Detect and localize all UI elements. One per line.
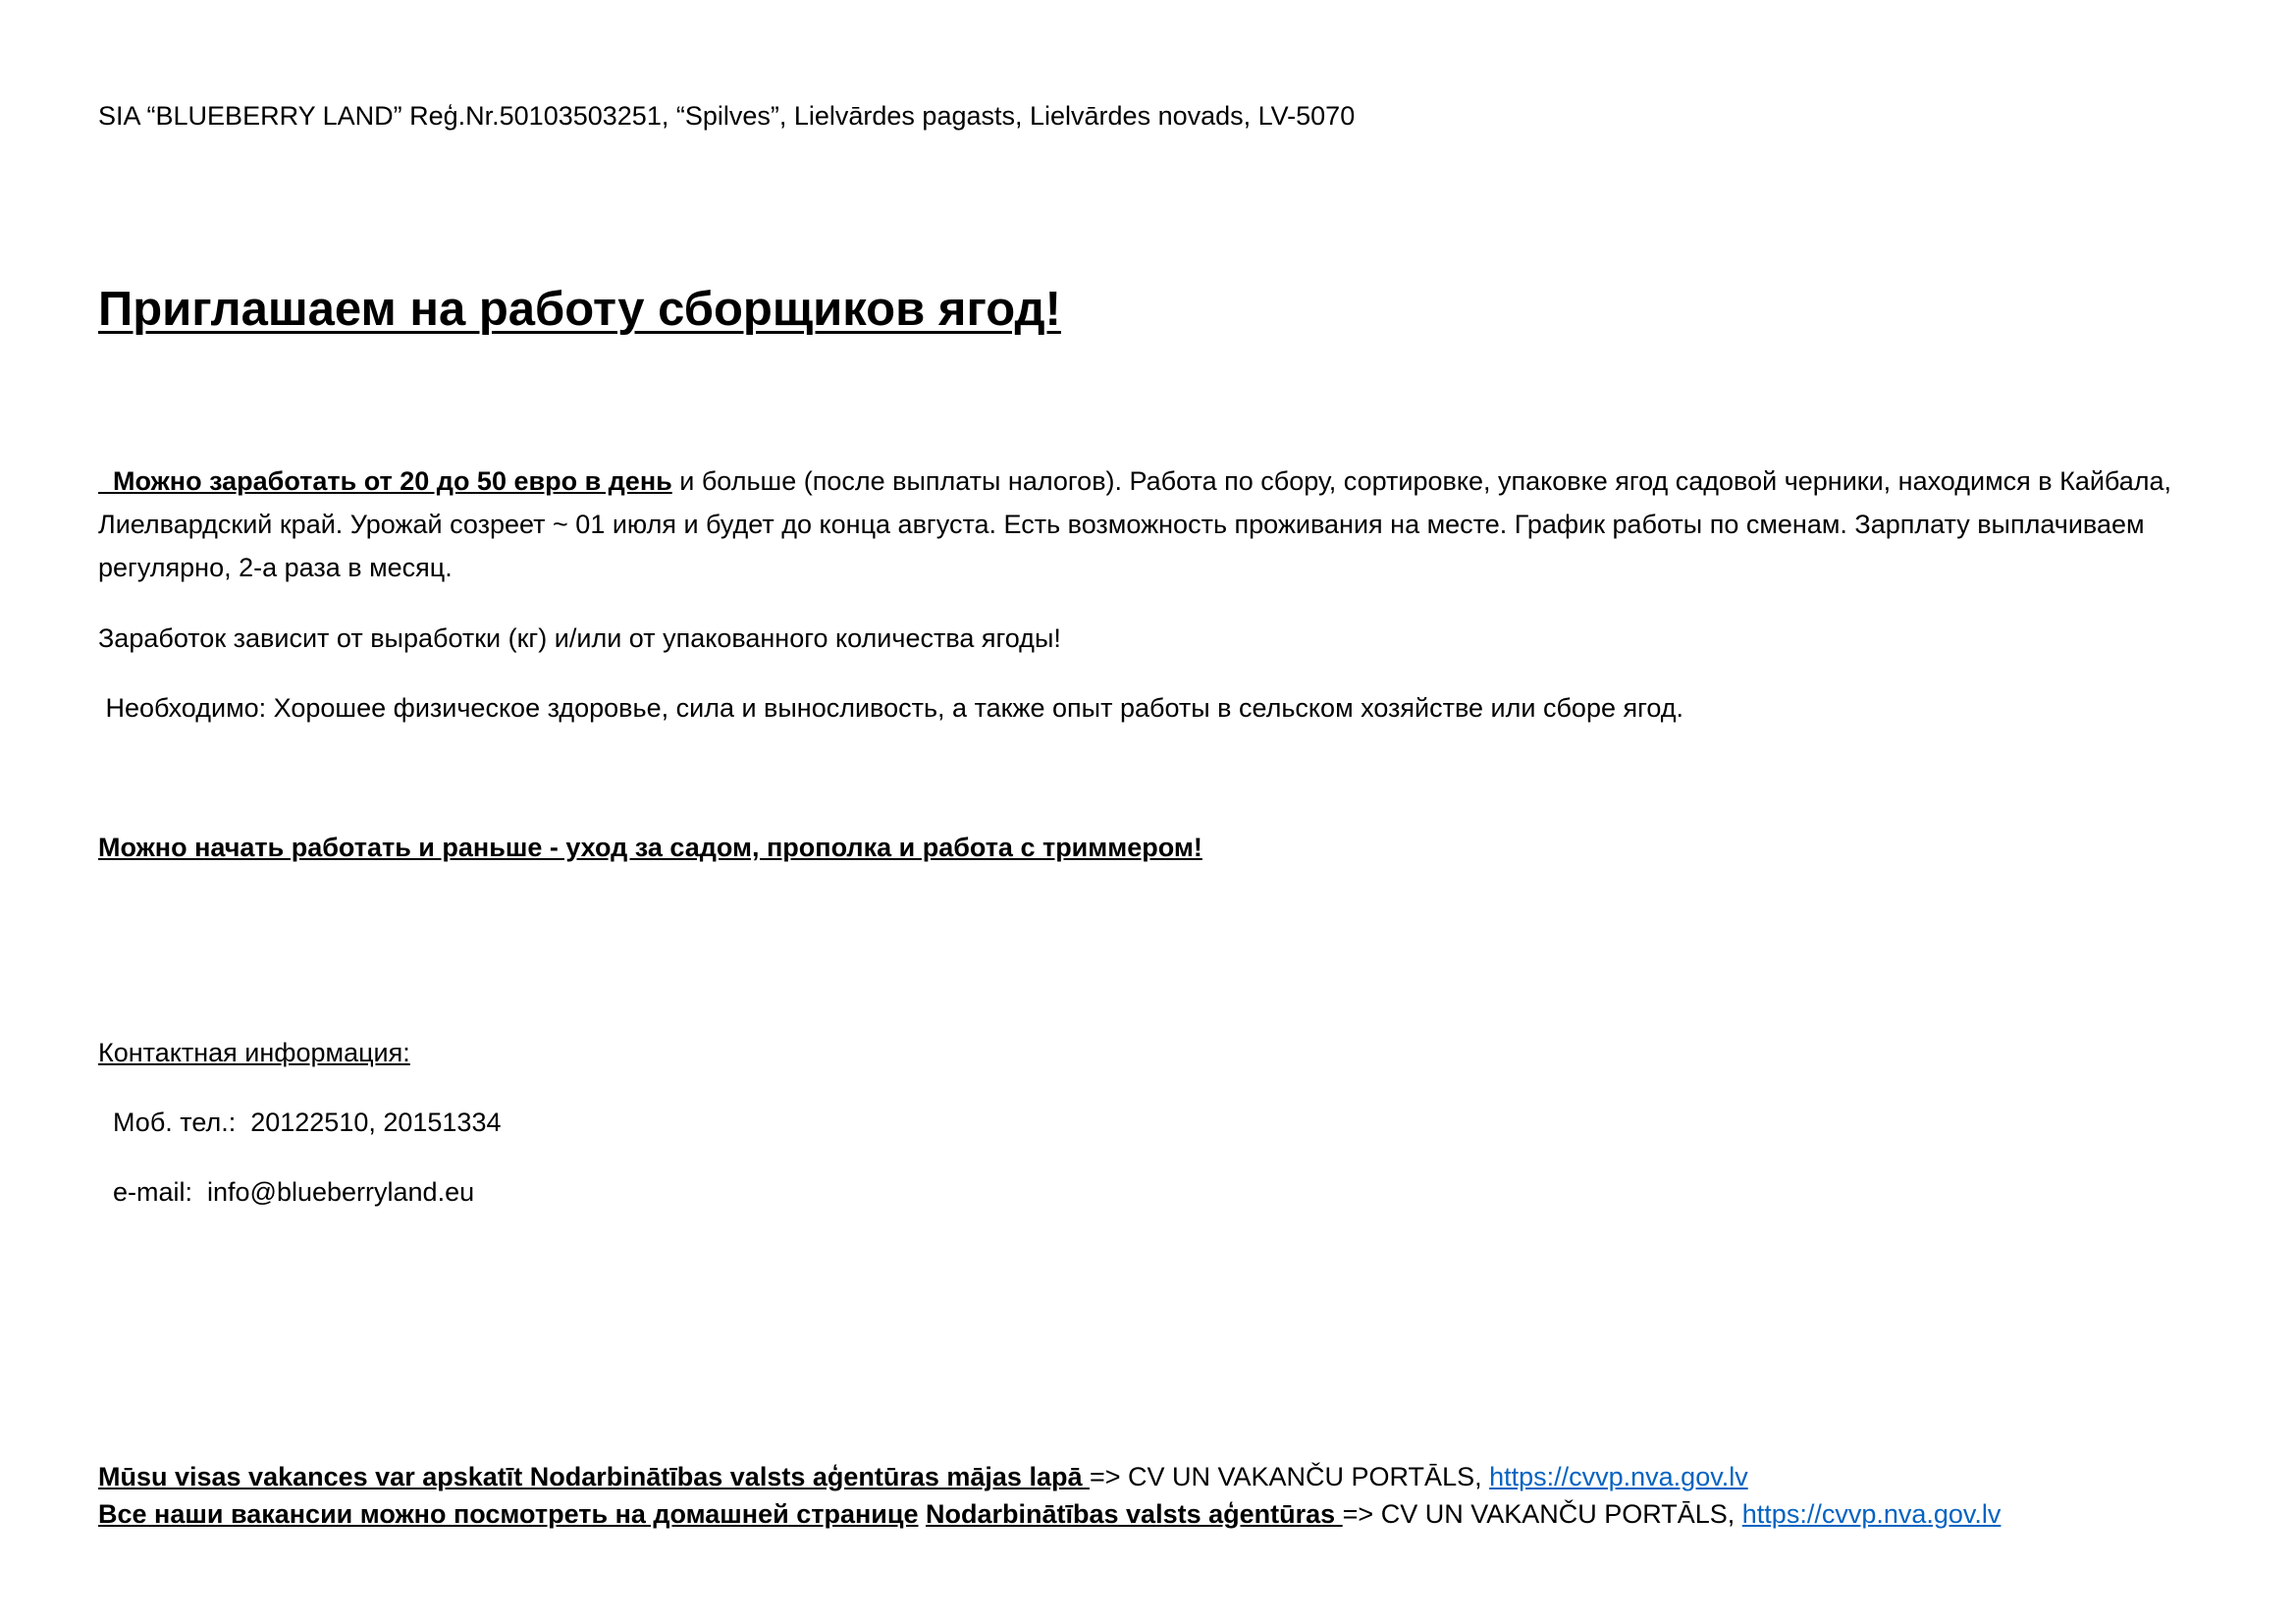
contacts-heading: Контактная информация: — [98, 1038, 410, 1067]
requirements-paragraph: Необходимо: Хорошее физическое здоровье, сила и выносливость, а также опыт работы в сельском хозяйстве или сборе ягод. — [98, 693, 1684, 723]
earnings-details: и больше (после выплаты налогов). Работа по сбору, сортировке, упаковке ягод садовой черники, находимся в Кайбала, Лиелвардский край. Урожай созреет ~ 01 июля и будет до конца августа. Есть возможность проживания на месте. График работы по сменам. Зарплату выплачиваем регулярно, 2-а раза в месяц. — [98, 466, 2172, 582]
footer-lv-portal-text: => CV UN VAKANČU PORTĀLS, — [1089, 1462, 1490, 1491]
footer-lv-portal-link[interactable]: https://cvvp.nva.gov.lv — [1489, 1462, 1748, 1491]
footer-line-russian — [98, 1496, 2001, 1532]
earnings-paragraph — [98, 460, 2199, 589]
page-title: Приглашаем на работу сборщиков ягод! — [98, 283, 1061, 336]
company-info-line: SIA “BLUEBERRY LAND” Reģ.Nr.50103503251, “Spilves”, Lielvārdes pagasts, Lielvārdes novads, LV-5070 — [98, 101, 1356, 131]
footer-ru-portal-text: => CV UN VAKANČU PORTĀLS, — [1342, 1499, 1742, 1529]
footer-line-latvian — [98, 1459, 1748, 1494]
early-start-note: Можно начать работать и раньше - уход за садом, прополка и работа с триммером! — [98, 833, 1202, 862]
footer-ru-agency-text: Nodarbinātības valsts aģentūras — [926, 1499, 1343, 1529]
footer-lv-bold-text: Mūsu visas vakances var apskatīt Nodarbinātības valsts aģentūras mājas lapā — [98, 1462, 1090, 1491]
footer-ru-bold-text: Все наши вакансии можно посмотреть на домашней странице — [98, 1499, 919, 1529]
earnings-dependency-paragraph: Заработок зависит от выработки (кг) и/или от упакованного количества ягоды! — [98, 623, 1061, 653]
phone-numbers: Моб. тел.: 20122510, 20151334 — [98, 1108, 502, 1137]
footer-ru-portal-link[interactable]: https://cvvp.nva.gov.lv — [1741, 1499, 2002, 1529]
footer-ru-space — [919, 1499, 927, 1529]
email-address: e-mail: info@blueberryland.eu — [98, 1177, 475, 1207]
earnings-highlight: Можно заработать от 20 до 50 евро в день — [98, 466, 672, 496]
